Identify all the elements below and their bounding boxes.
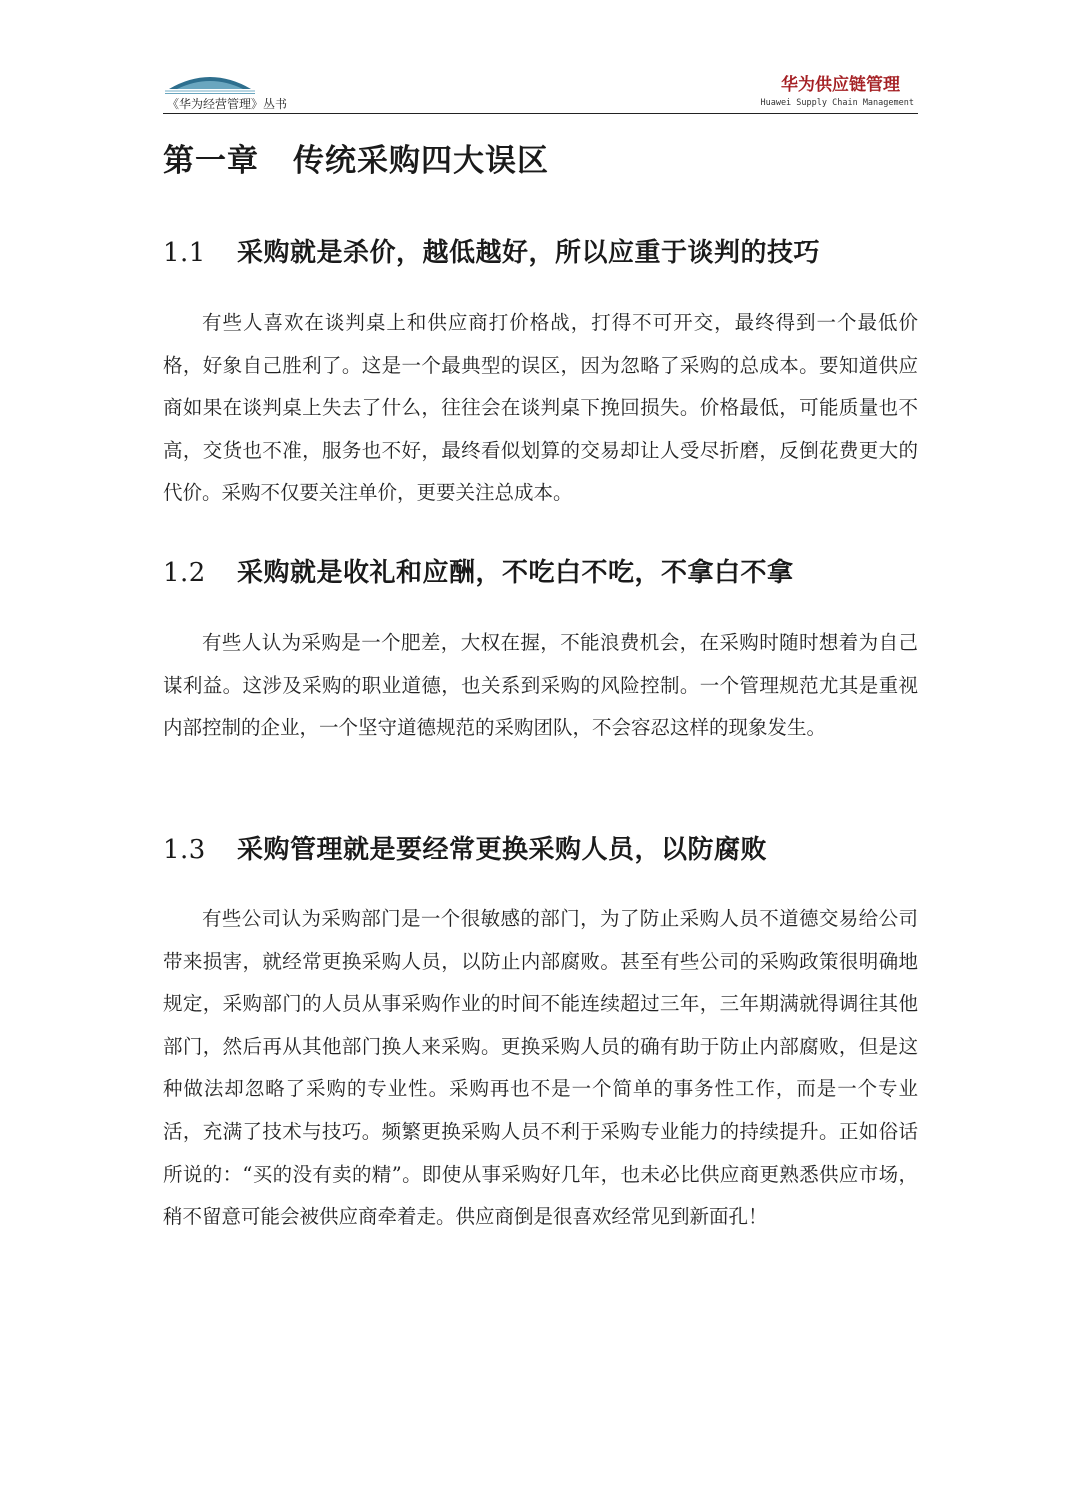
section-number: 1.1 xyxy=(163,238,206,268)
section-number: 1.2 xyxy=(163,558,206,588)
series-label: 《华为经营管理》丛书 xyxy=(167,97,288,111)
section-paragraph-1-3: 有些公司认为采购部门是一个很敏感的部门，为了防止采购人员不道德交易给公司带来损害，就经常更换采购人员，以防止内部腐败。甚至有些公司的采购政策很明确地规定，采购部门的人员从事采购作业的时间不能连续超过三年，三年期满就得调往其他部门，然后再从其他部门换人来采购。更换采购人员的确有助于防止内部腐败，但是这种做法却忽略了采购的专业性。采购再也不是一个简单的事务性工作，而是一个专业活，充满了技术与技巧。频繁更换采购人员不利于采购专业能力的持续提升。正如俗话所说的：“买的没有卖的精”。即使从事采购好几年，也未必比供应商更熟悉供应市场，稍不留意可能会被供应商牵着走。供应商倒是很喜欢经常见到新面孔！ xyxy=(163,907,918,1229)
section-title: 采购就是收礼和应酬，不吃白不吃，不拿白不拿 xyxy=(237,558,794,588)
chapter-name: 传统采购四大误区 xyxy=(293,143,549,179)
brand-title: 华为供应链管理 xyxy=(781,75,900,95)
section-title: 采购就是杀价，越低越好，所以应重于谈判的技巧 xyxy=(237,238,821,268)
page-header xyxy=(163,62,918,116)
mountain-logo-icon xyxy=(165,68,255,94)
section-number: 1.3 xyxy=(163,835,206,865)
chapter-title xyxy=(163,135,549,180)
section-heading-1-1 xyxy=(163,232,820,269)
section-paragraph-1-2: 有些人认为采购是一个肥差，大权在握，不能浪费机会，在采购时随时想着为自己谋利益。这涉及采购的职业道德，也关系到采购的风险控制。一个管理规范尤其是重视内部控制的企业，一个坚守道德规范的采购团队，不会容忍这样的现象发生。 xyxy=(163,631,918,740)
section-title: 采购管理就是要经常更换采购人员，以防腐败 xyxy=(237,835,768,865)
section-heading-1-3 xyxy=(163,829,767,866)
section-paragraph-1-1: 有些人喜欢在谈判桌上和供应商打价格战，打得不可开交，最终得到一个最低价格，好象自己胜利了。这是一个最典型的误区，因为忽略了采购的总成本。要知道供应商如果在谈判桌上失去了什么，往往会在谈判桌下挽回损失。价格最低，可能质量也不高，交货也不准，服务也不好，最终看似划算的交易却让人受尽折磨，反倒花费更大的代价。采购不仅要关注单价，更要关注总成本。 xyxy=(163,311,918,505)
header-divider xyxy=(163,113,918,114)
section-heading-1-2 xyxy=(163,552,794,589)
brand-subtitle: Huawei Supply Chain Management xyxy=(760,98,914,108)
chapter-number: 第一章 xyxy=(163,143,259,179)
